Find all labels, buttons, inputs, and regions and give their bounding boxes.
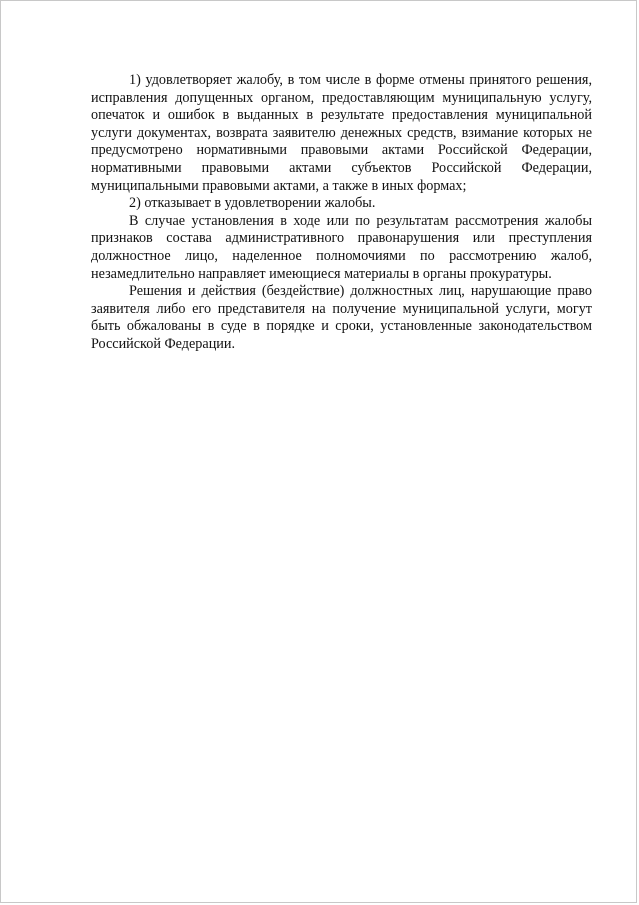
document-body (91, 72, 592, 354)
paragraph-prosecution-referral: В случае установления в ходе или по результатам рассмотрения жалобы признаков состава административного правонарушения или преступления должностное лицо, наделенное полномочиями по рассмотрению жалоб, незамедлительно направляет имеющиеся материалы в органы прокуратуры. (91, 212, 592, 282)
paragraph-court-appeal: Решения и действия (бездействие) должностных лиц, нарушающие право заявителя либо его представителя на получение муниципальной услуги, могут быть обжалованы в суде в порядке и сроки, установленные законодательством Российской Федерации. (91, 283, 592, 352)
paragraph-satisfy-complaint: 1) удовлетворяет жалобу, в том числе в форме отмены принятого решения, исправления допущенных органом, предоставляющим муниципальную услугу, опечаток и ошибок в выданных в результате предоставления муниципальной услуги документах, возврата заявителю денежных средств, взимание которых не предусмотрено нормативными правовыми актами Российской Федерации, нормативными правовыми актами субъектов Российской Федерации, муниципальными правовыми актами, а также в иных формах; (91, 72, 592, 194)
paragraph-refuse-complaint: 2) отказывает в удовлетворении жалобы. (129, 195, 376, 212)
